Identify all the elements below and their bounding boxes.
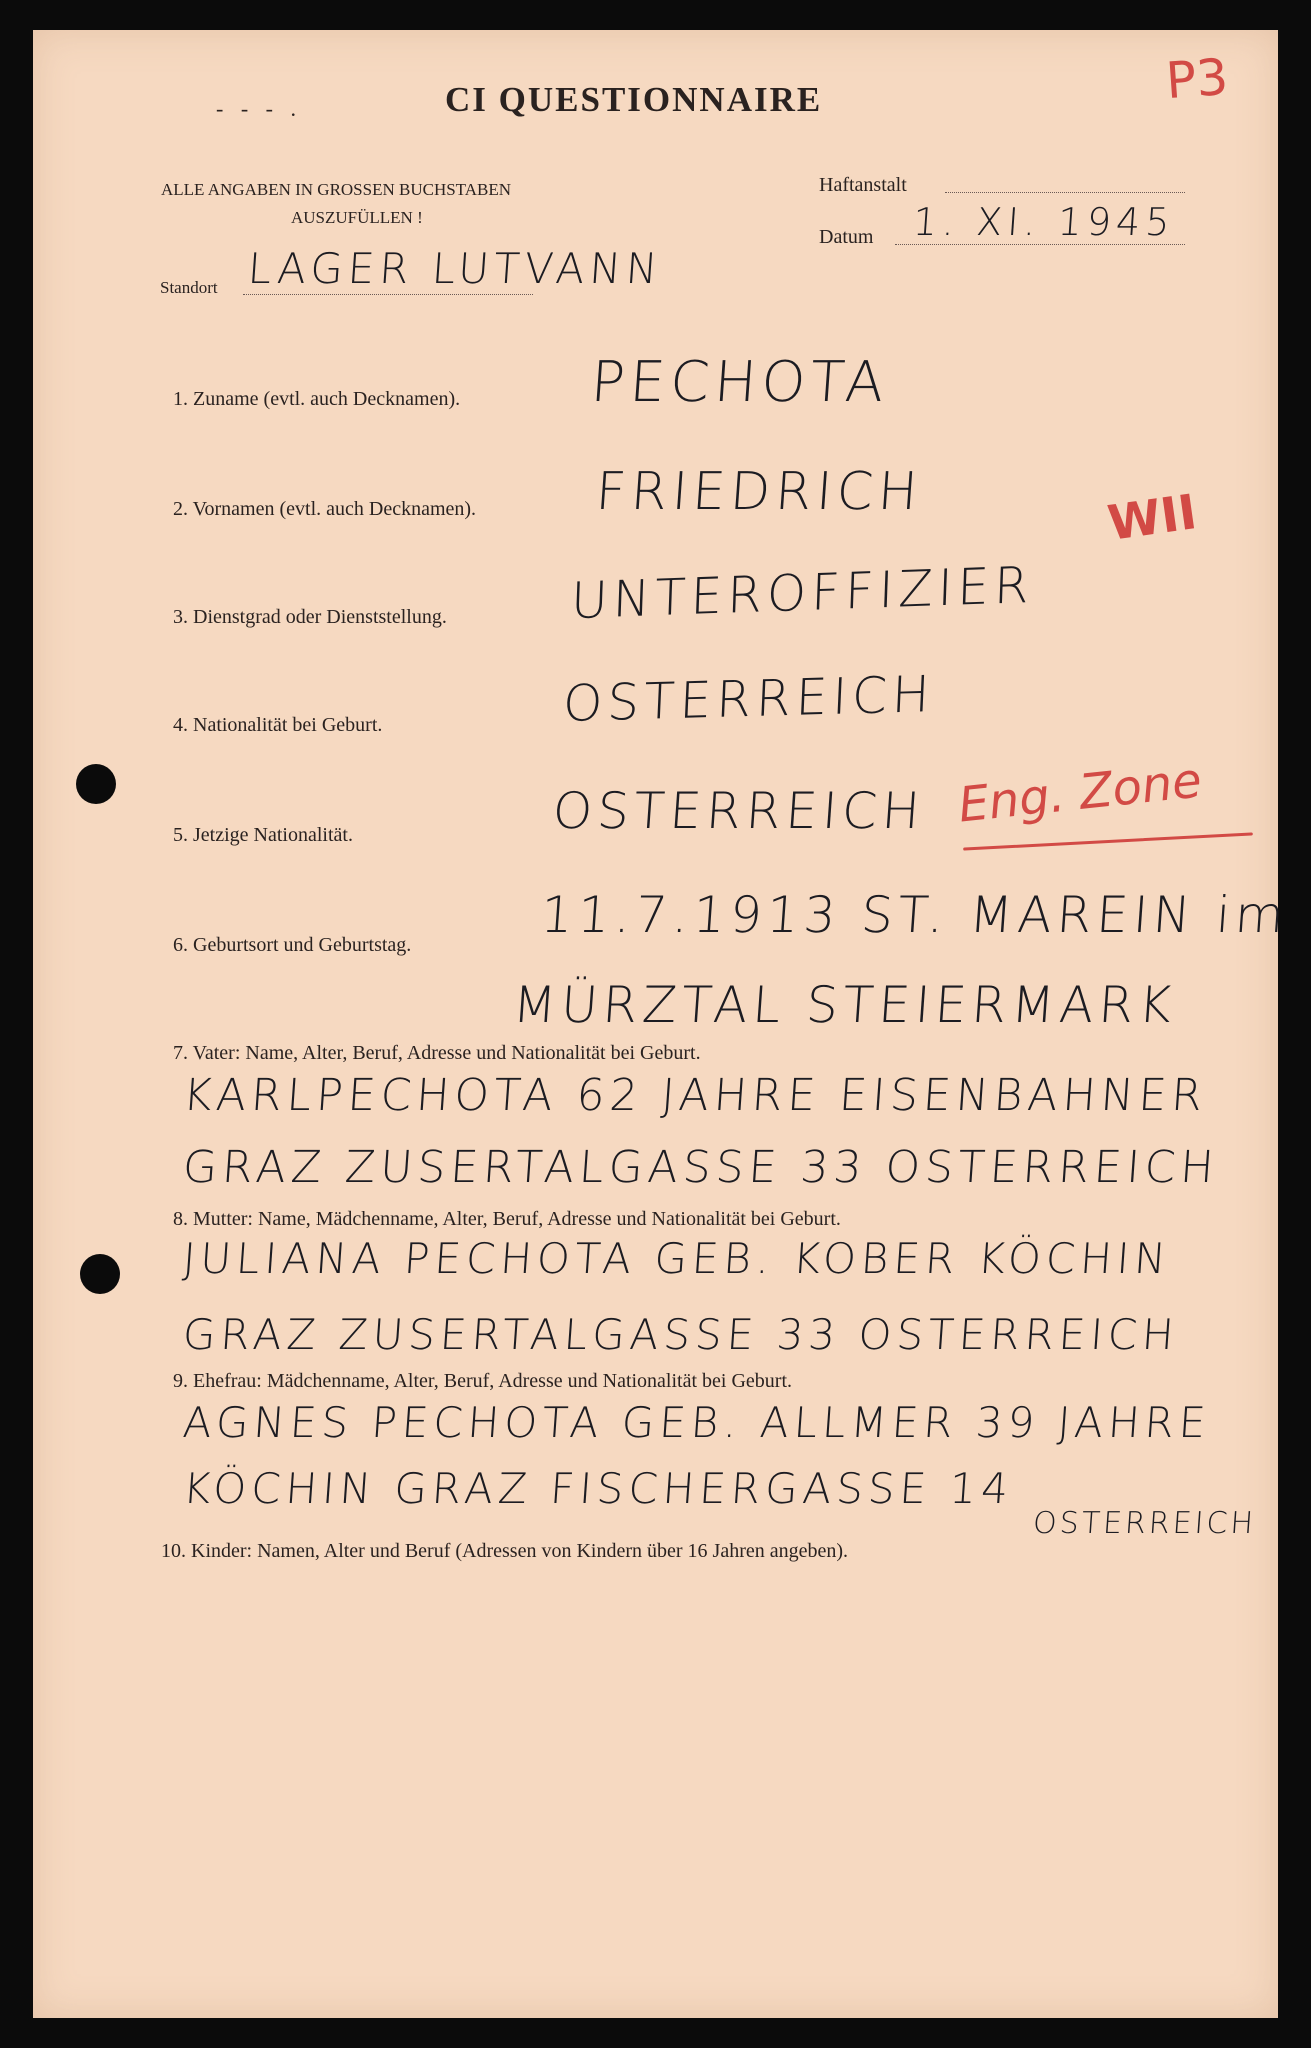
question-8-label: 8. Mutter: Name, Mädchenname, Alter, Beruf, Adresse und Nationalität bei Geburt.	[173, 1208, 841, 1230]
standort-value: LAGER LUTVANN	[246, 244, 665, 293]
question-3-answer: UNTEROFFIZIER	[570, 555, 1035, 631]
decorative-dashes: - - - .	[216, 96, 302, 121]
question-9-answer-line-3: OSTERREICH	[1031, 1506, 1258, 1541]
corner-mark: P3	[1164, 47, 1230, 111]
question-9-answer-line-2: KÖCHIN GRAZ FISCHERGASSE 14	[181, 1464, 1015, 1513]
question-6-answer-line-1: 11.7.1913 ST. MAREIN im	[538, 886, 1291, 944]
question-7-answer-line-2: GRAZ ZUSERTALGASSE 33 OSTERREICH	[181, 1142, 1221, 1193]
punch-hole-lower	[80, 1254, 120, 1294]
question-5-label: 5. Jetzige Nationalität.	[173, 824, 353, 846]
question-5-red-note: Eng. Zone	[955, 752, 1205, 834]
question-2-answer: FRIEDRICH	[593, 462, 925, 522]
standort-label: Standort	[160, 278, 218, 297]
question-1-label: 1. Zuname (evtl. auch Decknamen).	[173, 388, 461, 410]
red-underline	[963, 832, 1253, 850]
standort-line	[243, 294, 533, 295]
question-4-label: 4. Nationalität bei Geburt.	[173, 714, 383, 736]
punch-hole-upper	[76, 764, 116, 804]
question-2-label: 2. Vornamen (evtl. auch Decknamen).	[173, 498, 477, 520]
haftanstalt-label: Haftanstalt	[819, 174, 907, 196]
instruction-line-2: AUSZUFÜLLEN !	[291, 208, 423, 227]
question-2-red-mark: WII	[1104, 484, 1201, 552]
question-1-answer: PECHOTA	[588, 350, 891, 415]
question-3-label: 3. Dienstgrad oder Dienststellung.	[173, 606, 447, 628]
question-6-answer-line-2: MÜRZTAL STEIERMARK	[510, 976, 1179, 1034]
instruction-line-1: ALLE ANGABEN IN GROSSEN BUCHSTABEN	[161, 180, 511, 199]
haftanstalt-line	[945, 192, 1185, 193]
question-8-answer-line-2: GRAZ ZUSERTALGASSE 33 OSTERREICH	[181, 1310, 1181, 1359]
question-9-answer-line-1: AGNES PECHOTA GEB. ALLMER 39 JAHRE	[181, 1398, 1213, 1447]
page-title: CI QUESTIONNAIRE	[445, 80, 823, 119]
question-7-answer-line-1: KARLPECHOTA 62 JAHRE EISENBAHNER	[181, 1070, 1209, 1121]
question-5-answer: OSTERREICH	[550, 782, 927, 840]
question-8-answer-line-1: JULIANA PECHOTA GEB. KOBER KÖCHIN	[181, 1234, 1173, 1283]
question-7-label: 7. Vater: Name, Alter, Beruf, Adresse und Nationalität bei Geburt.	[173, 1042, 701, 1064]
question-6-label: 6. Geburtsort und Geburtstag.	[173, 934, 412, 956]
datum-line	[895, 244, 1185, 245]
questionnaire-sheet	[33, 30, 1291, 2018]
question-9-label: 9. Ehefrau: Mädchenname, Alter, Beruf, Adresse und Nationalität bei Geburt.	[173, 1370, 793, 1392]
datum-label: Datum	[819, 226, 874, 248]
question-4-answer: OSTERREICH	[561, 665, 936, 733]
question-10-label: 10. Kinder: Namen, Alter und Beruf (Adressen von Kindern über 16 Jahren angeben).	[161, 1540, 849, 1562]
datum-value: 1. XI. 1945	[911, 200, 1176, 244]
